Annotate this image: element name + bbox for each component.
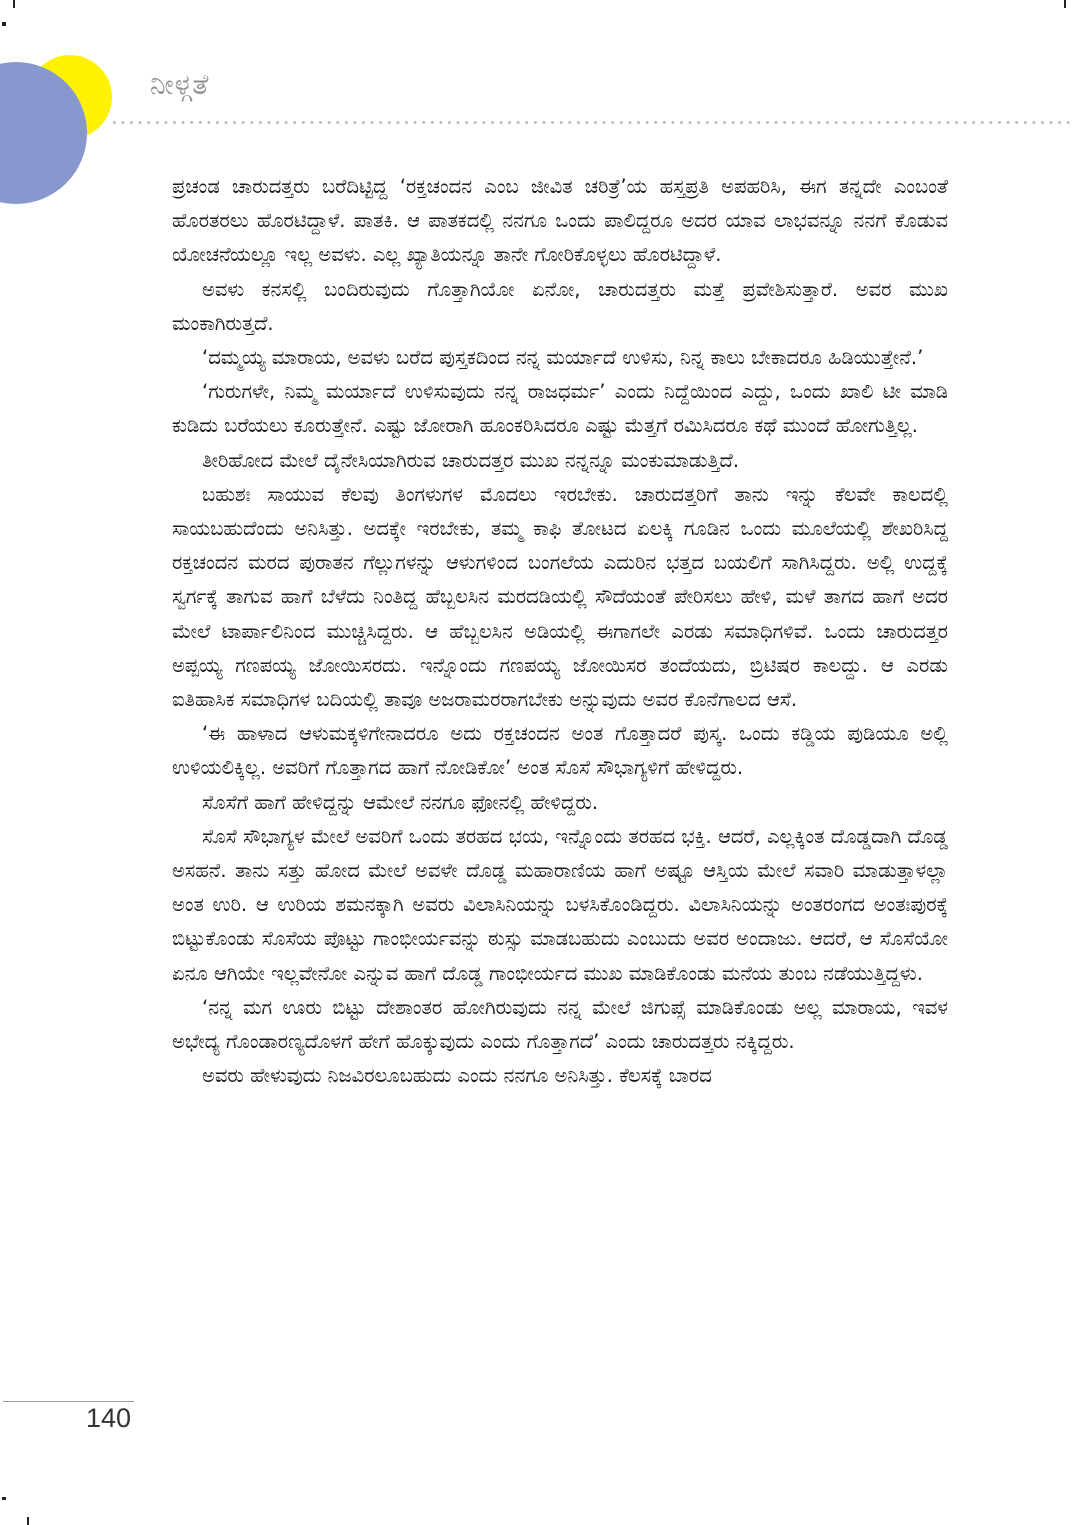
paragraph: ಪ್ರಚಂಡ ಚಾರುದತ್ತರು ಬರೆದಿಟ್ಟಿದ್ದ ‘ರಕ್ತಚಂದನ ಎಂಬ ಜೀವಿತ ಚರಿತ್ರೆ’ಯ ಹಸ್ತಪ್ರತಿ ಅಪಹರಿಸಿ, ಈಗ ತನ್ನದೇ ಎಂಬಂತೆ ಹೊರತರಲು ಹೊರಟಿದ್ದಾಳೆ. ಪಾತಕಿ. ಆ ಪಾತಕದಲ್ಲಿ ನನಗೂ ಒಂದು ಪಾಲಿದ್ದರೂ ಅದರ ಯಾವ ಲಾಭವನ್ನೂ ನನಗೆ ಕೊಡುವ ಯೋಚನೆಯಲ್ಲೂ ಇಲ್ಲ ಅವಳು. ಎಲ್ಲ ಖ್ಯಾತಿಯನ್ನೂ ತಾನೇ ಗೋರಿಕೊಳ್ಳಲು ಹೊರಟಿದ್ದಾಳೆ. — [172, 175, 948, 267]
crop-mark-bottom-left — [27, 1517, 29, 1525]
crop-mark-left-top — [2, 22, 6, 26]
paragraph: ಸೊಸೆಗೆ ಹಾಗೆ ಹೇಳಿದ್ದನ್ನು ಆಮೇಲೆ ನನಗೂ ಫೋನಲ್ಲಿ ಹೇಳಿದ್ದರು. — [202, 790, 599, 814]
paragraph: ಅವರು ಹೇಳುವುದು ನಿಜವಿರಲೂಬಹುದು ಎಂದು ನನಗೂ ಅನಿಸಿತ್ತು. ಕೆಲಸಕ್ಕೆ ಬಾರದ — [202, 1064, 712, 1088]
paragraph: ‘ದಮ್ಮಯ್ಯ ಮಾರಾಯ, ಅವಳು ಬರೆದ ಪುಸ್ತಕದಿಂದ ನನ್ನ ಮರ್ಯಾದೆ ಉಳಿಸು, ನಿನ್ನ ಕಾಲು ಬೇಕಾದರೂ ಹಿಡಿಯುತ್ತೇನೆ.’ — [202, 346, 924, 370]
page-number: 140 — [86, 1403, 132, 1433]
paragraph: ‘ಈ ಹಾಳಾದ ಆಳುಮಕ್ಕಳಿಗೇನಾದರೂ ಅದು ರಕ್ತಚಂದನ ಅಂತ ಗೊತ್ತಾದರೆ ಪುಸ್ಕ. ಒಂದು ಕಡ್ಡಿಯ ಪುಡಿಯೂ ಅಲ್ಲಿ ಉಳಿಯಲಿಕ್ಕಿಲ್ಲ. ಅವರಿಗೆ ಗೊತ್ತಾಗದ ಹಾಗೆ ನೋಡಿಕೋ’ ಅಂತ ಸೊಸೆ ಸೌಭಾಗ್ಯಳಿಗೆ ಹೇಳಿದ್ದರು. — [172, 722, 948, 780]
paragraph: ‘ಗುರುಗಳೇ, ನಿಮ್ಮ ಮರ್ಯಾದೆ ಉಳಿಸುವುದು ನನ್ನ ರಾಜಧರ್ಮ’ ಎಂದು ನಿದ್ದೆಯಿಂದ ಎದ್ದು, ಒಂದು ಖಾಲಿ ಟೀ ಮಾಡಿ ಕುಡಿದು ಬರೆಯಲು ಕೂರುತ್ತೇನೆ. ಎಷ್ಟು ಜೋರಾಗಿ ಹೂಂಕರಿಸಿದರೂ ಎಷ್ಟು ಮೆತ್ತಗೆ ರಮಿಸಿದರೂ ಕಥೆ ಮುಂದೆ ಹೋಗುತ್ತಿಲ್ಲ. — [172, 380, 948, 438]
header-dotted-rule — [110, 121, 1072, 124]
folio-rule — [3, 1401, 134, 1402]
crop-mark-left-bottom — [2, 1497, 6, 1500]
paragraph: ಬಹುಶಃ ಸಾಯುವ ಕೆಲವು ತಿಂಗಳುಗಳ ಮೊದಲು ಇರಬೇಕು. ಚಾರುದತ್ತರಿಗೆ ತಾನು ಇನ್ನು ಕೆಲವೇ ಕಾಲದಲ್ಲಿ ಸಾಯಬಹುದೆಂದು ಅನಿಸಿತ್ತು. ಅದಕ್ಕೇ ಇರಬೇಕು, ತಮ್ಮ ಕಾಫಿ ತೋಟದ ಏಲಕ್ಕಿ ಗೂಡಿನ ಒಂದು ಮೂಲೆಯಲ್ಲಿ ಶೇಖರಿಸಿದ್ದ ರಕ್ತಚಂದನ ಮರದ ಪುರಾತನ ಗೆಲ್ಲುಗಳನ್ನು ಆಳುಗಳಿಂದ ಬಂಗಲೆಯ ಎದುರಿನ ಭತ್ತದ ಬಯಲಿಗೆ ಸಾಗಿಸಿದ್ದರು. ಅಲ್ಲಿ ಉದ್ದಕ್ಕೆ ಸ್ವರ್ಗಕ್ಕೆ ತಾಗುವ ಹಾಗೆ ಬೆಳೆದು ನಿಂತಿದ್ದ ಹೆಬ್ಬಲಸಿನ ಮರದಡಿಯಲ್ಲಿ ಸೌದೆಯಂತೆ ಪೇರಿಸಲು ಹೇಳಿ, ಮಳೆ ತಾಗದ ಹಾಗೆ ಅದರ ಮೇಲೆ ಟಾರ್ಪಾಲಿನಿಂದ ಮುಚ್ಚಿಸಿದ್ದರು. ಆ ಹೆಬ್ಬಲಸಿನ ಅಡಿಯಲ್ಲಿ ಈಗಾಗಲೇ ಎರಡು ಸಮಾಧಿಗಳಿವೆ. ಒಂದು ಚಾರುದತ್ತರ ಅಪ್ಪಯ್ಯ ಗಣಪಯ್ಯ ಜೋಯಿಸರದು. ಇನ್ನೊಂದು ಗಣಪಯ್ಯ ಜೋಯಿಸರ ತಂದೆಯದು, ಬ್ರಿಟಿಷರ ಕಾಲದ್ದು. ಆ ಎರಡು ಐತಿಹಾಸಿಕ ಸಮಾಧಿಗಳ ಬದಿಯಲ್ಲಿ ತಾವೂ ಅಜರಾಮರರಾಗಬೇಕು ಅನ್ನುವುದು ಅವರ ಕೊನೆಗಾಲದ ಆಸೆ. — [172, 482, 948, 712]
crop-mark-top-left — [13, 0, 15, 8]
body-text — [172, 170, 948, 1093]
running-head-title: ನೀಳ್ಗತೆ — [150, 68, 210, 101]
paragraph: ಸೊಸೆ ಸೌಭಾಗ್ಯಳ ಮೇಲೆ ಅವರಿಗೆ ಒಂದು ತರಹದ ಭಯ, ಇನ್ನೊಂದು ತರಹದ ಭಕ್ತಿ. ಆದರೆ, ಎಲ್ಲಕ್ಕಿಂತ ದೊಡ್ಡದಾಗಿ ದೊಡ್ಡ ಅಸಹನೆ. ತಾನು ಸತ್ತು ಹೋದ ಮೇಲೆ ಅವಳೇ ದೊಡ್ಡ ಮಹಾರಾಣಿಯ ಹಾಗೆ ಅಷ್ಟೂ ಆಸ್ತಿಯ ಮೇಲೆ ಸವಾರಿ ಮಾಡುತ್ತಾಳಲ್ಲಾ ಅಂತ ಉರಿ. ಆ ಉರಿಯ ಶಮನಕ್ಕಾಗಿ ಅವರು ವಿಲಾಸಿನಿಯನ್ನು ಬಳಸಿಕೊಂಡಿದ್ದರು. ವಿಲಾಸಿನಿಯನ್ನು ಅಂತರಂಗದ ಅಂತಃಪುರಕ್ಕೆ ಬಿಟ್ಟುಕೊಂಡು ಸೊಸೆಯ ಪೊಟ್ಟು ಗಾಂಭೀರ್ಯವನ್ನು ಠುಸ್ಸು ಮಾಡಬಹುದು ಎಂಬುದು ಅವರ ಅಂದಾಜು. ಆದರೆ, ಆ ಸೊಸೆಯೋ ಏನೂ ಆಗಿಯೇ ಇಲ್ಲವೇನೋ ಎನ್ನುವ ಹಾಗೆ ದೊಡ್ಡ ಗಾಂಭೀರ್ಯದ ಮುಖ ಮಾಡಿಕೊಂಡು ಮನೆಯ ತುಂಬ ನಡೆಯುತ್ತಿದ್ದಳು. — [172, 824, 948, 985]
crop-mark-top-right — [1064, 0, 1066, 8]
paragraph: ‘ನನ್ನ ಮಗ ಊರು ಬಿಟ್ಟು ದೇಶಾಂತರ ಹೋಗಿರುವುದು ನನ್ನ ಮೇಲೆ ಜಿಗುಪ್ಸೆ ಮಾಡಿಕೊಂಡು ಅಲ್ಲ ಮಾರಾಯ, ಇವಳ ಅಭೇದ್ಯ ಗೊಂಡಾರಣ್ಯದೊಳಗೆ ಹೇಗೆ ಹೊಕ್ಕುವುದು ಎಂದು ಗೊತ್ತಾಗದೆ’ ಎಂದು ಚಾರುದತ್ತರು ನಕ್ಕಿದ್ದರು. — [172, 995, 948, 1054]
paragraph: ಅವಳು ಕನಸಲ್ಲಿ ಬಂದಿರುವುದು ಗೊತ್ತಾಗಿಯೋ ಏನೋ, ಚಾರುದತ್ತರು ಮತ್ತೆ ಪ್ರವೇಶಿಸುತ್ತಾರೆ. ಅವರ ಮುಖ ಮಂಕಾಗಿರುತ್ತದೆ. — [172, 277, 948, 335]
paragraph: ತೀರಿಹೋದ ಮೇಲೆ ದೈನೇಸಿಯಾಗಿರುವ ಚಾರುದತ್ತರ ಮುಖ ನನ್ನನ್ನೂ ಮಂಕುಮಾಡುತ್ತಿದೆ. — [202, 448, 740, 472]
